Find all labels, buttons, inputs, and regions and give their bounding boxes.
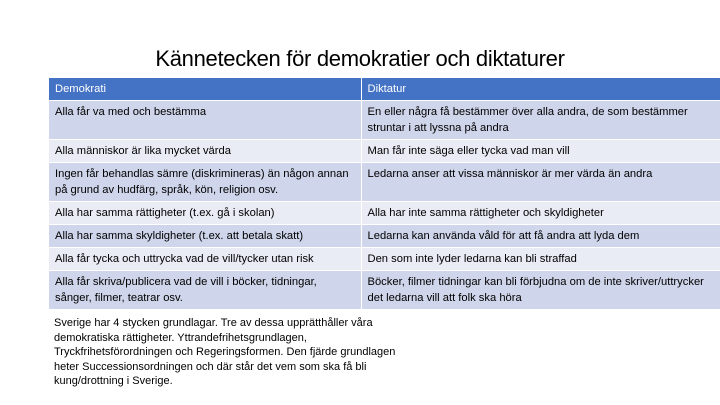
- table-row: [49, 248, 720, 271]
- table-cell-diktatur: Ledarna anser att vissa människor är mer värda än andra: [361, 163, 720, 202]
- table-row: [49, 225, 720, 248]
- table-cell-diktatur: En eller några få bestämmer över alla andra, de som bestämmer struntar i att lyssna på andra: [361, 101, 720, 140]
- table-cell-demokrati: Alla har samma skyldigheter (t.ex. att betala skatt): [49, 225, 361, 248]
- table-row: [49, 202, 720, 225]
- table-cell-demokrati: Alla människor är lika mycket värda: [49, 140, 361, 163]
- table-row: [49, 101, 720, 140]
- table-cell-diktatur: Man får inte säga eller tycka vad man vill: [361, 140, 720, 163]
- table-row: [49, 271, 720, 310]
- table-row: [49, 140, 720, 163]
- comparison-table: [49, 78, 720, 309]
- header-diktatur: Diktatur: [361, 78, 720, 101]
- table-cell-demokrati: Alla får skriva/publicera vad de vill i böcker, tidningar, sånger, filmer, teatrar osv.: [49, 271, 361, 310]
- header-demokrati: Demokrati: [49, 78, 361, 101]
- grundlagar-note: Sverige har 4 stycken grundlagar. Tre av dessa upprätthåller våra demokratiska rättigheter. Yttrandefrihetsgrundlagen, Tryckfrihetsförordningen och Regeringsformen. Den fjärde grundlagen heter Successionsordningen och där står det vem som ska få bli kung/drottning i Sverige.: [54, 317, 396, 388]
- table-cell-demokrati: Alla har samma rättigheter (t.ex. gå i skolan): [49, 202, 361, 225]
- table-cell-diktatur: Ledarna kan använda våld för att få andra att lyda dem: [361, 225, 720, 248]
- table-cell-diktatur: Den som inte lyder ledarna kan bli straffad: [361, 248, 720, 271]
- table-cell-demokrati: Alla får tycka och uttrycka vad de vill/tycker utan risk: [49, 248, 361, 271]
- table-cell-diktatur: Alla har inte samma rättigheter och skyldigheter: [361, 202, 720, 225]
- table-cell-demokrati: Ingen får behandlas sämre (diskrimineras) än någon annan på grund av hudfärg, språk, kön, religion osv.: [49, 163, 361, 202]
- table-cell-diktatur: Böcker, filmer tidningar kan bli förbjudna om de inte skriver/uttrycker det ledarna vill att folk ska höra: [361, 271, 720, 310]
- slide-title: Kännetecken för demokratier och diktaturer: [155, 46, 565, 71]
- table-header-row: [49, 78, 720, 101]
- table-row: [49, 163, 720, 202]
- table-cell-demokrati: Alla får va med och bestämma: [49, 101, 361, 140]
